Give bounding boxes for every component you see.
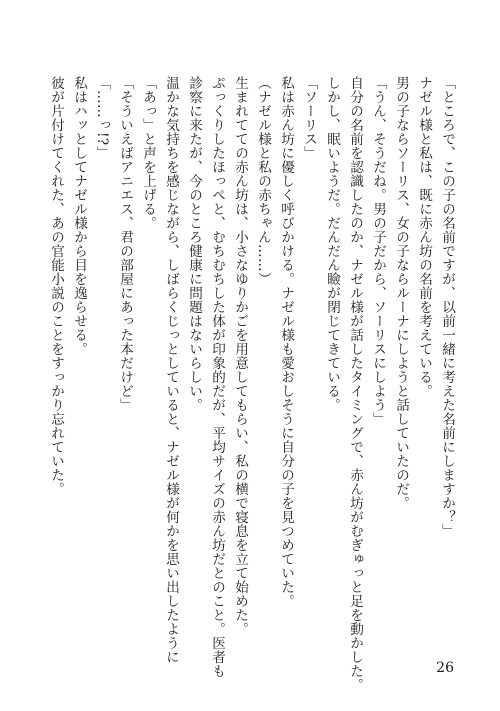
text-line-18: 彼が片付けてくれた、あの官能小説のことをすっかり忘れていた。 <box>48 76 64 496</box>
text-line-10: 生まれてての赤ん坊は、小さなゆりかごを用意してもらい、私の横で寝息を立て始めた。 <box>232 76 248 636</box>
text-line-5: 自分の名前を認識したのか、ナゼル様が話したタイミングで、赤ん坊がむぎゅっと足を動かした。 <box>347 76 363 692</box>
text-line-16: 「……っ!?」 <box>94 76 110 160</box>
text-line-13: 温かな気持ちを感じながら、しばらくじっとしていると、ナゼル様が何かを思い出したように <box>163 76 179 664</box>
text-line-12: 診察に来たが、今のところ健康に問題はないらしい。 <box>186 76 202 412</box>
text-line-15: 「そういえばアニエス、君の部屋にあった本だけど」 <box>117 76 133 412</box>
text-line-8: 私は赤ん坊に優しく呼びかける。ナゼル様も愛おしそうに自分の子を見つめていた。 <box>278 76 294 608</box>
text-line-1: 「ところで、この子の名前ですが、以前一緒に考えた名前にしますか？」 <box>439 76 455 538</box>
text-line-4: 「うん、そうだね。男の子だから、ソーリスにしよう」 <box>370 76 386 426</box>
page-number: 26 <box>436 660 454 676</box>
text-line-11: ぷっくりしたほっぺと、むちむちした体が印象的だが、平均サイズの赤ん坊だとのこと。医者も <box>209 76 225 678</box>
text-line-14: 「あっ」と声を上げる。 <box>140 76 156 230</box>
text-line-2: ナゼル様と私は、既に赤ん坊の名前を考えている。 <box>416 76 432 398</box>
text-line-6: しかし、眠いようだ。だんだん瞼が閉じてきている。 <box>324 76 340 412</box>
text-line-17: 私はハッとしてナゼル様から目を逸らせる。 <box>71 76 87 356</box>
text-line-7: 「ソーリス」 <box>301 76 317 160</box>
text-line-9: （ナゼル様と私の赤ちゃん……） <box>255 76 271 286</box>
text-line-3: 男の子ならソーリス、女の子ならルーナにしようと話していたのだ。 <box>393 76 409 510</box>
